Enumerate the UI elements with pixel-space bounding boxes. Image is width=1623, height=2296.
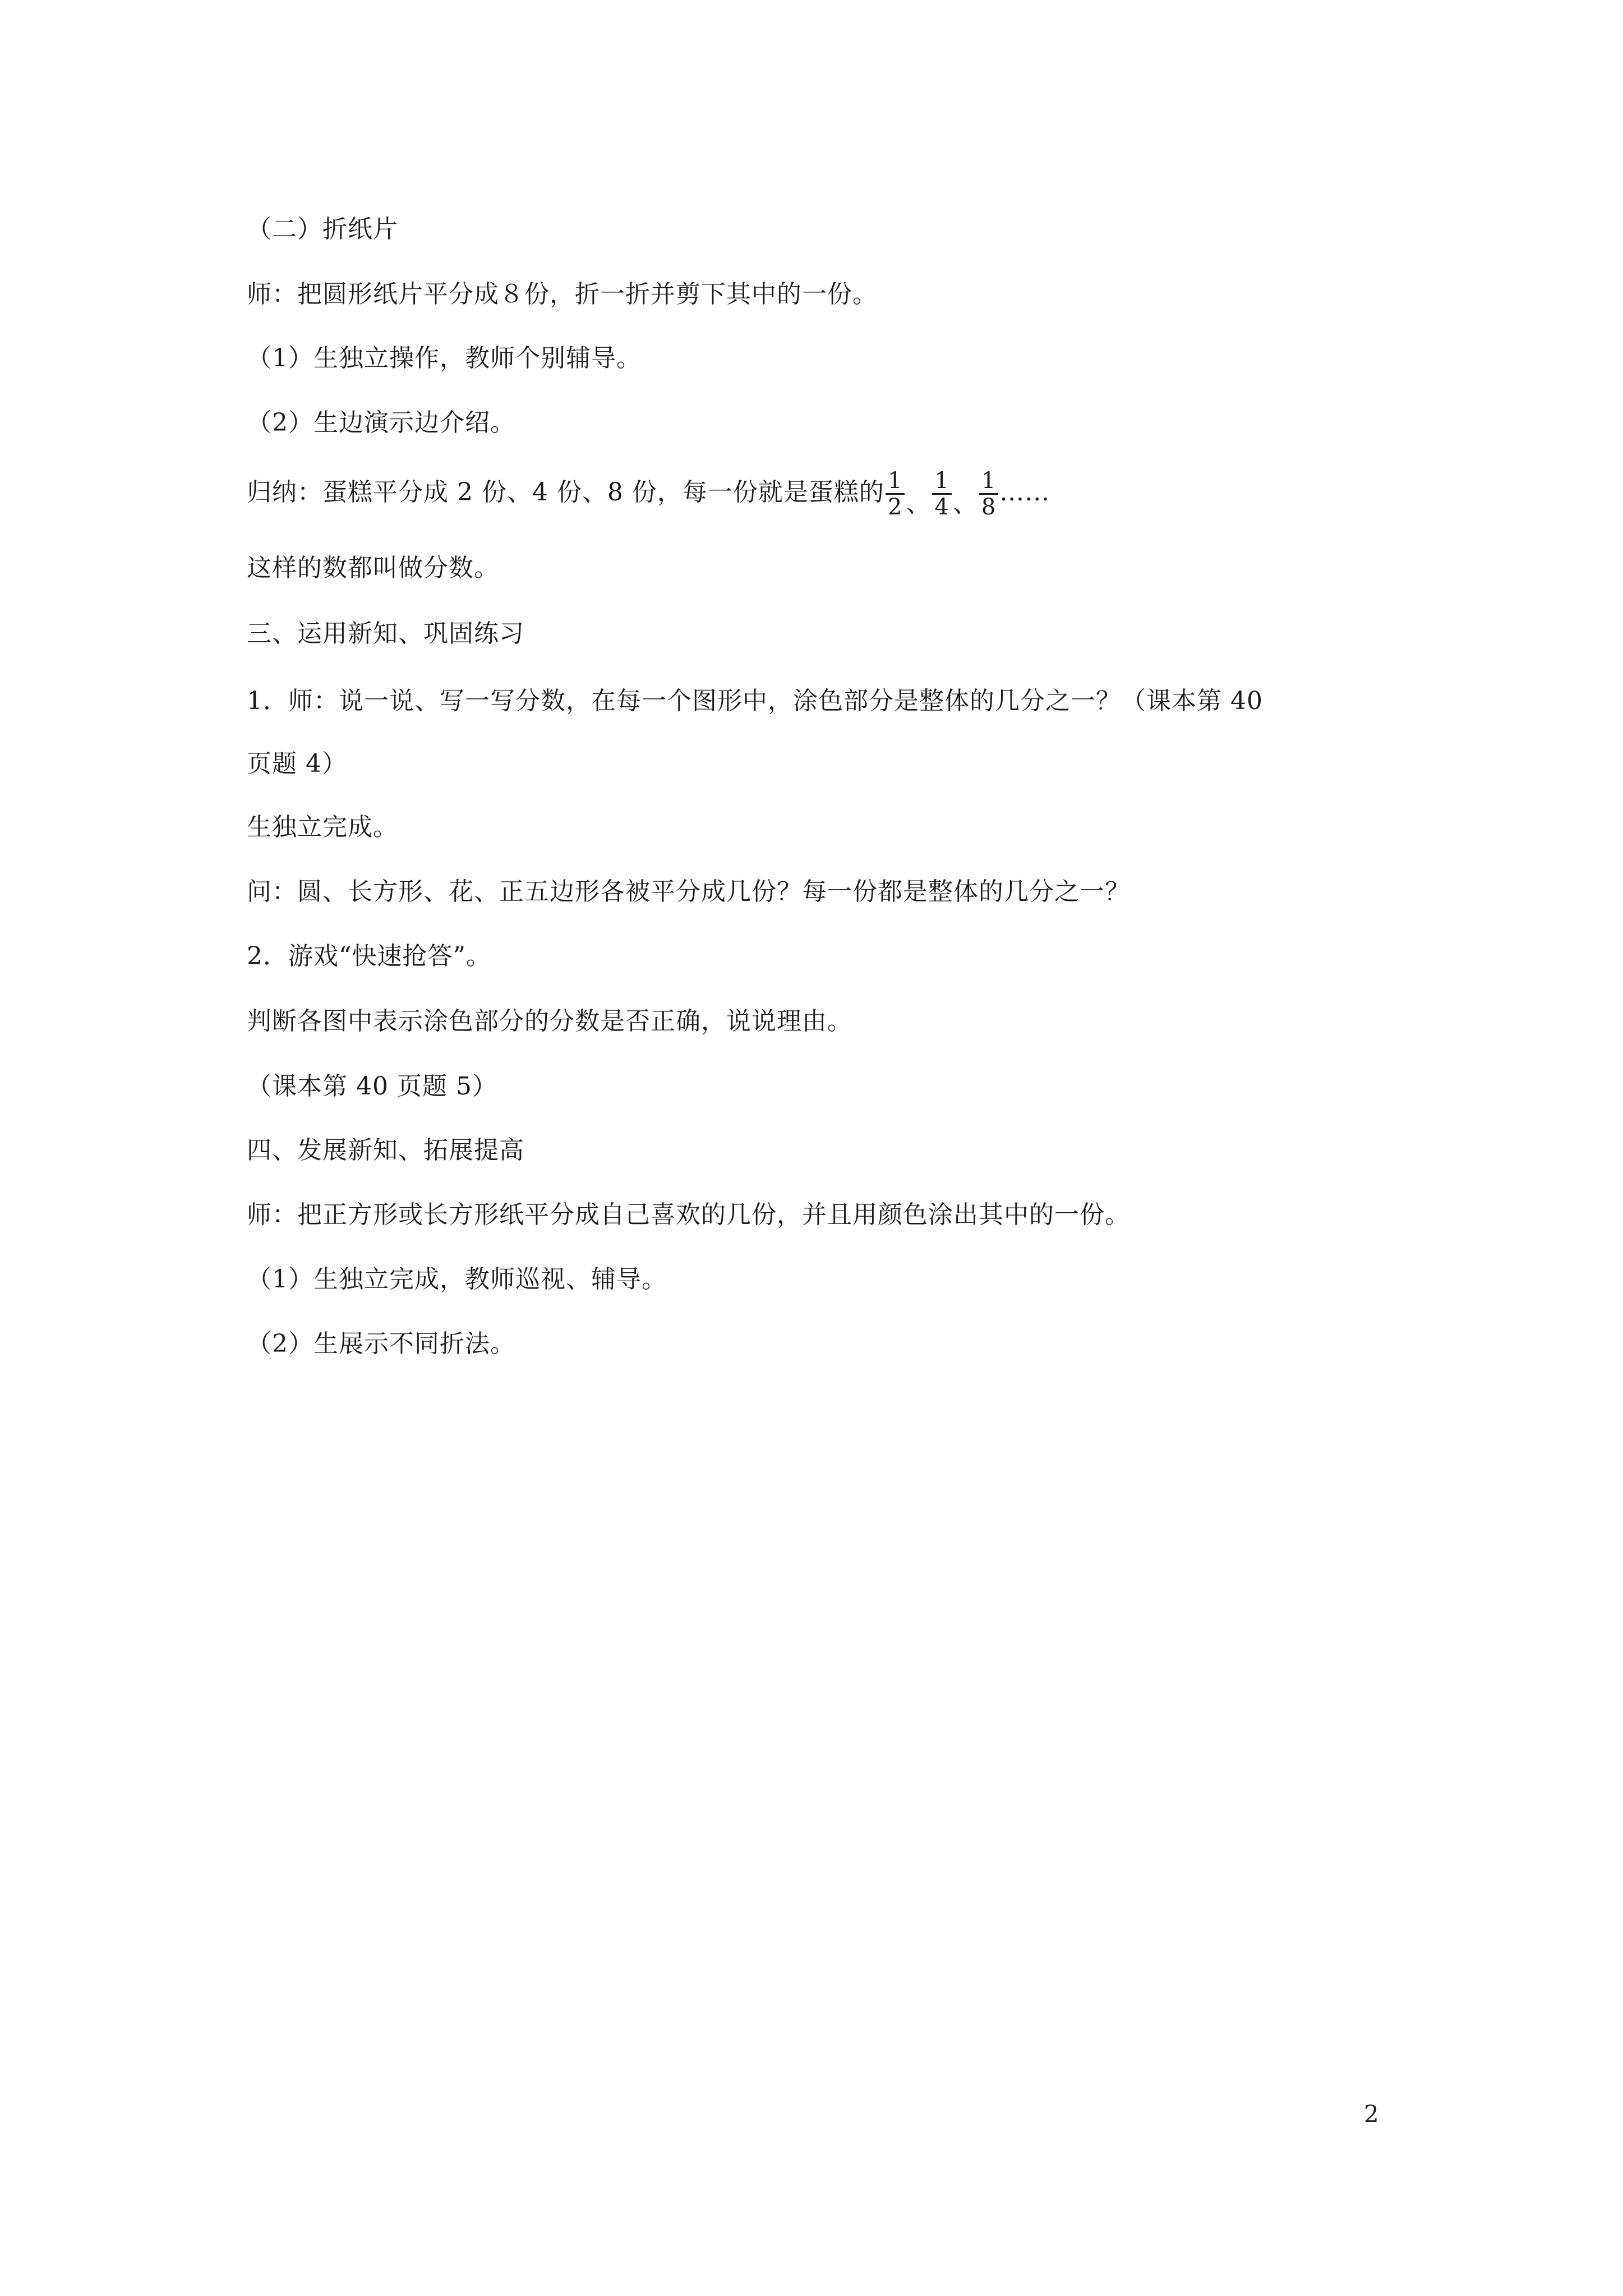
fraction-quarter: $\frac{1}{4}$ — [932, 468, 951, 519]
step-2-text: （2）生边演示边介绍。 — [247, 408, 515, 437]
textbook-reference: （课本第 40 页题 5） — [247, 1072, 497, 1101]
exercise-1-continued: 页题 4） — [247, 749, 347, 778]
extension-step-1: （1）生独立完成，教师巡视、辅导。 — [247, 1265, 667, 1294]
fraction-eighth: $\frac{1}{8}$ — [979, 468, 998, 519]
extension-step-2: （2）生展示不同折法。 — [247, 1329, 515, 1358]
teacher-extension-instruction: 师：把正方形或长方形纸平分成自己喜欢的几份，并且用颜色涂出其中的一份。 — [247, 1200, 1130, 1229]
page-number: 2 — [1364, 2100, 1379, 2128]
teacher-instruction: 师：把圆形纸片平分成８份，折一折并剪下其中的一份。 — [247, 280, 878, 309]
student-complete-text: 生独立完成。 — [247, 813, 398, 841]
fraction-definition: 这样的数都叫做分数。 — [247, 554, 499, 582]
exercise-1-text: 1．师：说一说、写一写分数，在每一个图形中，涂色部分是整体的几分之一？（课本第 40 — [247, 687, 1263, 715]
section-heading-fold-paper: （二）折纸片 — [247, 215, 398, 243]
exercise-2-text: 2．游戏“快速抢答”。 — [247, 942, 491, 970]
judge-text: 判断各图中表示涂色部分的分数是否正确，说说理由。 — [247, 1007, 852, 1036]
summary-prefix: 归纳：蛋糕平分成 2 份、4 份、8 份，每一份就是蛋糕的 — [247, 478, 884, 507]
fraction-half: $\frac{1}{2}$ — [886, 468, 905, 519]
section-heading-practice: 三、运用新知、巩固练习 — [247, 619, 524, 648]
question-text: 问：圆、长方形、花、正五边形各被平分成几份？每一份都是整体的几分之一？ — [247, 877, 1130, 906]
step-1-text: （1）生独立操作，教师个别辅导。 — [247, 344, 642, 372]
summary-line: 归纳：蛋糕平分成 2 份、4 份、8 份，每一份就是蛋糕的 $\frac{1}{2}$ 、 $\frac{1}{4}$ 、 $\frac{1}{8}$ …… — [247, 468, 1050, 520]
summary-ellipsis: …… — [999, 478, 1050, 507]
section-heading-extend: 四、发展新知、拓展提高 — [247, 1136, 524, 1165]
